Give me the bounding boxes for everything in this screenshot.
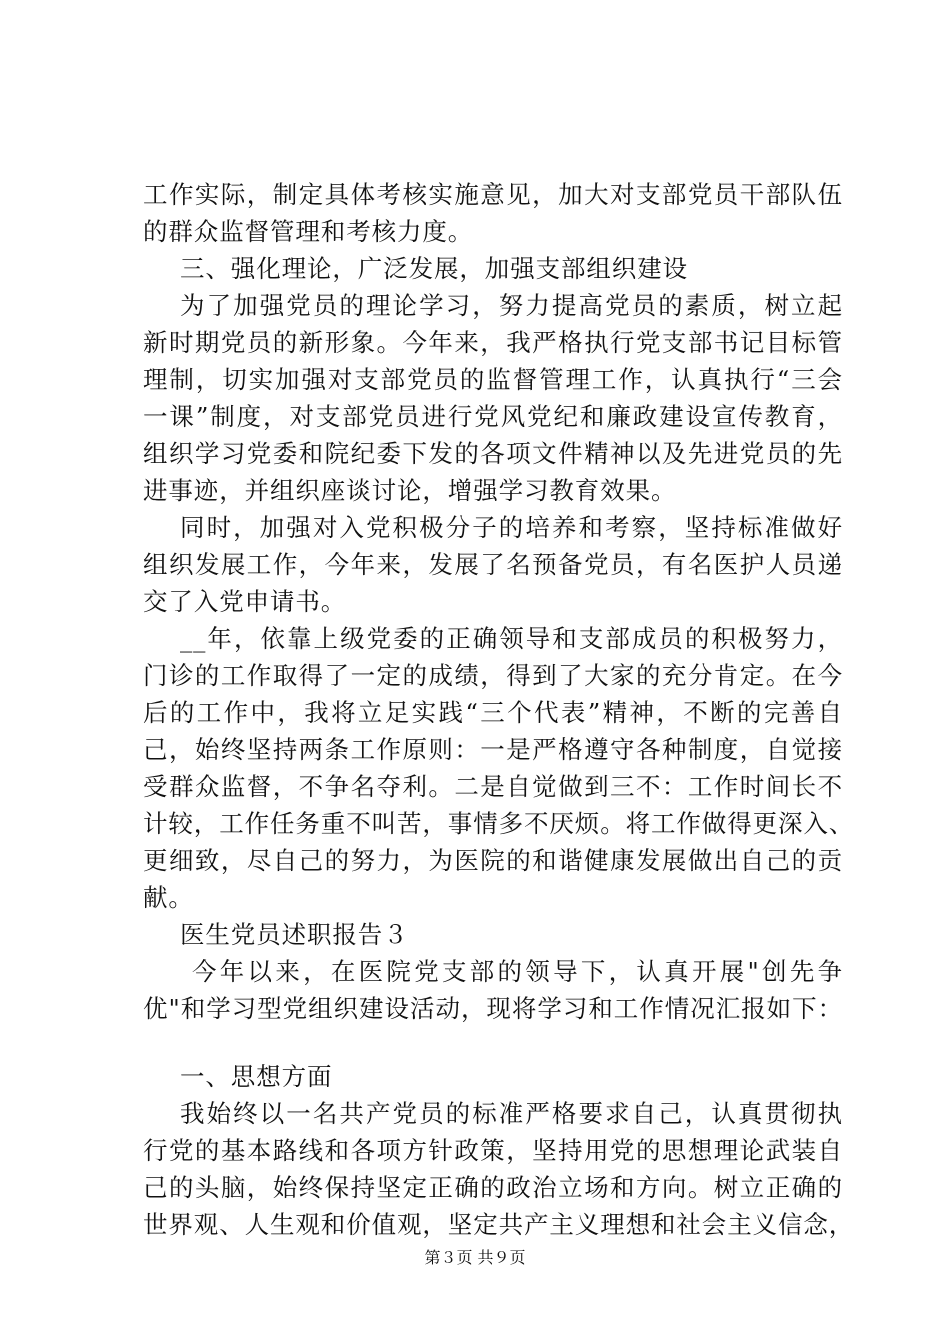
text-line: 己，始终坚持两条工作原则：一是严格遵守各种制度，自觉接 [143, 735, 843, 764]
text-line: 新时期党员的新形象。今年来，我严格执行党支部书记目标管 [143, 328, 843, 357]
text-line: 组织发展工作，今年来，发展了名预备党员，有名医护人员递 [143, 550, 843, 579]
text-line: 今年以来，在医院党支部的领导下，认真开展"创先争 [192, 957, 843, 986]
text-line: __年，依靠上级党委的正确领导和支部成员的积极努力， [180, 624, 843, 653]
text-line: 同时，加强对入党积极分子的培养和考察，坚持标准做好 [180, 513, 843, 542]
text-line: 更细致，尽自己的努力，为医院的和谐健康发展做出自己的贡 [143, 846, 843, 875]
text-line: 世界观、人生观和价值观，坚定共产主义理想和社会主义信念， [143, 1210, 855, 1239]
text-line: 一课”制度，对支部党员进行党风党纪和廉政建设宣传教育， [143, 402, 843, 431]
text-line: 我始终以一名共产党员的标准严格要求自己，认真贯彻执 [180, 1099, 843, 1128]
section-heading: 一、思想方面 [180, 1062, 333, 1091]
text-line: 计较，工作任务重不叫苦，事情多不厌烦。将工作做得更深入、 [143, 809, 855, 838]
text-line: 己的头脑，始终保持坚定正确的政治立场和方向。树立正确的 [143, 1173, 843, 1202]
text-line: 受群众监督，不争名夺利。二是自觉做到三不：工作时间长不 [143, 772, 843, 801]
text-line: 工作实际，制定具体考核实施意见，加大对支部党员干部队伍 [143, 180, 843, 209]
text-line: 献。 [143, 883, 194, 912]
report-title: 医生党员述职报告３ [180, 920, 409, 949]
text-line: 后的工作中，我将立足实践“三个代表”精神，不断的完善自 [143, 698, 843, 727]
text-line: 进事迹，并组织座谈讨论，增强学习教育效果。 [143, 476, 677, 505]
text-line: 交了入党申请书。 [143, 587, 347, 616]
page-number: 第３页 共９页 [424, 1248, 526, 1267]
text-line: 的群众监督管理和考核力度。 [143, 217, 474, 246]
section-heading: 三、强化理论，广泛发展，加强支部组织建设 [180, 254, 688, 283]
text-line: 理制，切实加强对支部党员的监督管理工作，认真执行“三会 [143, 365, 843, 394]
text-line: 组织学习党委和院纪委下发的各项文件精神以及先进党员的先 [143, 439, 843, 468]
text-line: 为了加强党员的理论学习，努力提高党员的素质，树立起 [180, 291, 843, 320]
text-line: 优"和学习型党组织建设活动，现将学习和工作情况汇报如下： [143, 994, 843, 1023]
text-line: 门诊的工作取得了一定的成绩，得到了大家的充分肯定。在今 [143, 661, 843, 690]
text-line: 行党的基本路线和各项方针政策，坚持用党的思想理论武装自 [143, 1136, 843, 1165]
